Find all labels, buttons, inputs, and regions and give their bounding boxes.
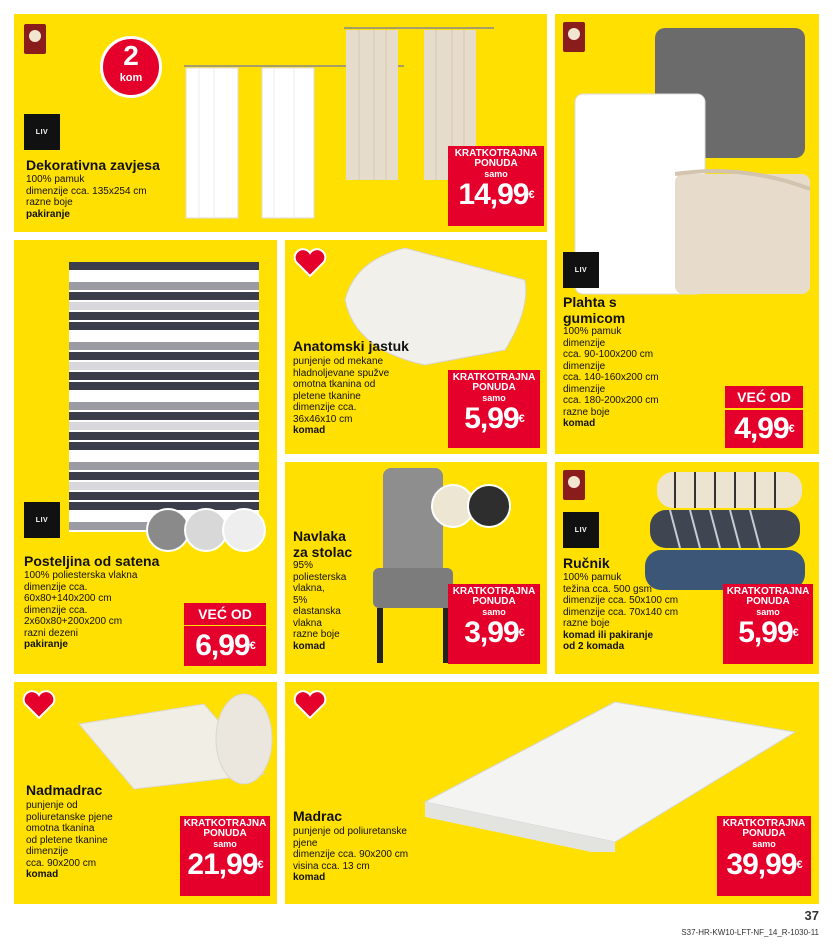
desc-line: omotna tkanina xyxy=(26,823,95,834)
samo-label: samo xyxy=(213,839,237,849)
desc-line: dimenzije cca. xyxy=(293,402,357,413)
desc-line: vlakna, xyxy=(293,583,325,594)
badge-unit: kom xyxy=(119,72,143,84)
price-tag xyxy=(448,370,540,448)
desc-line-bold: komad xyxy=(293,640,326,652)
page-number: 37 xyxy=(804,908,819,923)
linen-stripe xyxy=(69,452,259,460)
quality-seal-icon xyxy=(24,24,46,54)
brand-text: LIV xyxy=(35,516,49,524)
product-title: Ručnik xyxy=(563,555,610,571)
linen-stripe xyxy=(69,362,259,370)
desc-line: razni dezeni xyxy=(24,627,78,639)
linen-stripe xyxy=(69,312,259,320)
desc-line: dimenzije cca. 90x200 cm xyxy=(293,849,409,860)
price-tag xyxy=(180,816,270,896)
desc-line: vlakna xyxy=(293,617,322,629)
price-tag xyxy=(448,146,544,226)
desc-line: dimenzije cca. xyxy=(24,604,88,616)
linen-stripe xyxy=(69,392,259,400)
linen-stripe xyxy=(69,432,259,440)
currency: € xyxy=(788,423,794,435)
product-title: Madrac xyxy=(293,808,343,824)
desc-line: pletene tkanine xyxy=(293,390,361,402)
tile-pillow[interactable] xyxy=(285,240,547,454)
desc-line: dimenzije xyxy=(563,360,606,372)
price-tag xyxy=(725,410,803,448)
offer-label: PONUDA xyxy=(746,596,790,607)
price-from-label: VEĆ OD xyxy=(725,386,803,408)
offer-label: KRATKOTRAJNA xyxy=(452,372,536,383)
tile-curtain[interactable] xyxy=(14,14,547,232)
desc-line: pjene xyxy=(293,837,318,849)
price-value xyxy=(723,617,813,649)
quantity-badge xyxy=(100,36,162,98)
desc-line: razne boje xyxy=(563,406,610,418)
price-from-label: VEĆ OD xyxy=(184,603,266,625)
badge-number: 2 xyxy=(123,40,139,71)
offer-label: KRATKOTRAJNA xyxy=(452,586,536,597)
linen-stripe xyxy=(69,282,259,290)
desc-line-bold: komad xyxy=(293,425,326,436)
offer-label: PONUDA xyxy=(472,382,516,393)
desc-line: cca. 90x200 cm xyxy=(26,857,97,869)
linen-stripe xyxy=(69,422,259,430)
samo-label: samo xyxy=(482,393,506,403)
desc-line: poliesterska xyxy=(293,571,347,583)
swatch-black xyxy=(467,484,511,528)
desc-line: 60x80+140x200 cm xyxy=(24,593,112,604)
offer-label: PONUDA xyxy=(474,158,518,169)
desc-line: od pletene tkanine xyxy=(26,834,108,846)
linen-stripe xyxy=(69,352,259,360)
offer-label: PONUDA xyxy=(472,596,516,607)
desc-line: dimenzije xyxy=(26,846,69,857)
desc-line: visina cca. 13 cm xyxy=(293,860,370,872)
price-number: 5,99 xyxy=(464,402,519,435)
heart-badge-icon xyxy=(22,690,56,720)
product-title: Nadmadrac xyxy=(26,782,103,798)
tile-mattress[interactable] xyxy=(285,682,819,904)
desc-line: 2x60x80+200x200 cm xyxy=(24,616,123,627)
desc-line-bold: komad xyxy=(26,869,59,880)
footer-code: S37-HR-KW10-LFT-NF_14_R-1030-11 xyxy=(681,928,819,937)
linen-stripe xyxy=(69,382,259,390)
product-desc xyxy=(293,356,389,437)
desc-line: 100% pamuk xyxy=(563,572,622,583)
desc-line: 36x46x10 cm xyxy=(293,413,353,425)
price-tag xyxy=(184,626,266,666)
brand-text: LIV xyxy=(574,526,588,534)
product-desc xyxy=(563,572,678,653)
desc-line: razne boje xyxy=(26,197,73,208)
title-line: za stolac xyxy=(293,544,353,560)
tile-towel[interactable] xyxy=(555,462,819,674)
tile-chair-cover[interactable] xyxy=(285,462,547,674)
desc-line: razne boje xyxy=(563,618,610,629)
desc-line-bold: komad ili pakiranje xyxy=(563,629,654,641)
desc-line: 100% pamuk xyxy=(563,326,622,337)
desc-line: razne boje xyxy=(293,629,340,640)
desc-line-bold: komad xyxy=(563,418,596,429)
quality-seal-icon xyxy=(563,470,585,500)
desc-line: hladnoljevane spužve xyxy=(293,367,390,379)
desc-line: 100% poliesterska vlakna xyxy=(24,570,138,581)
tile-fitted-sheet[interactable] xyxy=(555,14,819,454)
samo-label: samo xyxy=(484,169,508,179)
currency: € xyxy=(249,640,255,652)
heart-badge-icon xyxy=(293,248,327,278)
desc-line: omotna tkanina od xyxy=(293,379,376,390)
price-tag xyxy=(717,816,811,896)
title-line: gumicom xyxy=(563,310,626,326)
currency: € xyxy=(518,413,524,425)
linen-stripe xyxy=(69,472,259,480)
samo-label: samo xyxy=(752,839,776,849)
desc-line: 5% xyxy=(293,594,308,606)
desc-line: dimenzije cca. 135x254 cm xyxy=(26,185,147,197)
desc-line: 95% xyxy=(293,560,314,571)
brand-logo xyxy=(24,502,60,538)
price-number: 3,99 xyxy=(464,616,519,649)
offer-label: KRATKOTRAJNA xyxy=(722,818,806,829)
product-title xyxy=(293,528,352,560)
price-number: 14,99 xyxy=(458,178,529,211)
product-title xyxy=(563,294,625,326)
price-value xyxy=(448,179,544,211)
linen-stripe xyxy=(69,442,259,450)
linen-stripe xyxy=(69,292,259,300)
linen-stripe xyxy=(69,262,259,270)
desc-line: punjenje od xyxy=(26,800,78,811)
desc-line: težina cca. 500 gsm xyxy=(563,583,652,595)
currency: € xyxy=(792,627,798,639)
linen-stripe xyxy=(69,462,259,470)
price-value xyxy=(717,849,811,881)
product-desc xyxy=(293,826,408,884)
linen-stripe xyxy=(69,372,259,380)
offer-label: KRATKOTRAJNA xyxy=(454,148,538,159)
desc-line: cca. 180-200x200 cm xyxy=(563,395,659,406)
offer-label: PONUDA xyxy=(742,828,786,839)
linen-stripe xyxy=(69,272,259,280)
price-value xyxy=(725,410,803,448)
desc-line: dimenzije cca. xyxy=(24,581,88,593)
desc-line-bold: pakiranje xyxy=(26,208,70,220)
bed-linen-image xyxy=(14,240,277,540)
samo-label: samo xyxy=(756,607,780,617)
price-number: 39,99 xyxy=(726,848,797,881)
price-tag xyxy=(448,584,540,664)
offer-label: PONUDA xyxy=(203,828,247,839)
product-title: Anatomski jastuk xyxy=(293,338,409,354)
linen-stripe xyxy=(69,332,259,340)
price-tag xyxy=(723,584,813,664)
currency: € xyxy=(528,189,534,201)
offer-label: KRATKOTRAJNA xyxy=(183,818,267,829)
linen-stripe xyxy=(69,322,259,330)
desc-line: dimenzije xyxy=(563,337,606,349)
brand-text: LIV xyxy=(35,128,49,136)
price-number: 5,99 xyxy=(738,616,793,649)
product-desc xyxy=(24,570,137,651)
linen-stripe xyxy=(69,342,259,350)
product-desc xyxy=(563,326,659,430)
desc-line: cca. 140-160x200 cm xyxy=(563,372,659,383)
heart-badge-icon xyxy=(293,690,327,720)
product-desc xyxy=(26,800,113,881)
desc-line: 100% pamuk xyxy=(26,174,85,185)
title-line: Navlaka xyxy=(293,528,346,544)
brand-logo xyxy=(24,114,60,150)
linen-stripe xyxy=(69,402,259,410)
brand-logo xyxy=(563,512,599,548)
price-number: 4,99 xyxy=(734,412,789,445)
currency: € xyxy=(796,859,802,871)
linen-stripe xyxy=(69,412,259,420)
price-value xyxy=(448,403,540,435)
brand-text: LIV xyxy=(574,266,588,274)
desc-line: elastanska xyxy=(293,606,341,617)
linen-stripe xyxy=(69,482,259,490)
desc-line: cca. 90-100x200 cm xyxy=(563,349,654,360)
linen-stripe xyxy=(69,302,259,310)
desc-line: dimenzije xyxy=(563,383,606,395)
product-title: Dekorativna zavjesa xyxy=(26,157,160,173)
desc-line-bold: komad xyxy=(293,872,326,883)
product-title: Posteljina od satena xyxy=(24,553,160,569)
desc-line: dimenzije cca. 70x140 cm xyxy=(563,606,679,618)
swatch-white xyxy=(222,508,266,552)
desc-line: dimenzije cca. 50x100 cm xyxy=(563,595,679,606)
desc-line-bold: pakiranje xyxy=(24,639,68,650)
price-number: 21,99 xyxy=(187,848,258,881)
title-line: Plahta s xyxy=(563,294,617,310)
price-number: 6,99 xyxy=(195,629,250,662)
samo-label: samo xyxy=(482,607,506,617)
brand-logo xyxy=(563,252,599,288)
tile-bed-linen[interactable] xyxy=(14,240,277,674)
linen-stripe xyxy=(69,492,259,500)
product-desc xyxy=(26,174,147,220)
price-value xyxy=(448,617,540,649)
product-desc xyxy=(293,560,346,652)
offer-label: KRATKOTRAJNA xyxy=(726,586,810,597)
desc-line: punjenje od poliuretanske xyxy=(293,826,407,837)
desc-line: poliuretanske pjene xyxy=(26,811,113,823)
topper-image xyxy=(74,684,274,794)
desc-line: punjenje od mekane xyxy=(293,356,384,367)
currency: € xyxy=(518,627,524,639)
currency: € xyxy=(257,859,263,871)
desc-line-bold: od 2 komada xyxy=(563,641,625,652)
price-value xyxy=(180,849,270,881)
price-value xyxy=(184,626,266,666)
tile-mattress-topper[interactable] xyxy=(14,682,277,904)
